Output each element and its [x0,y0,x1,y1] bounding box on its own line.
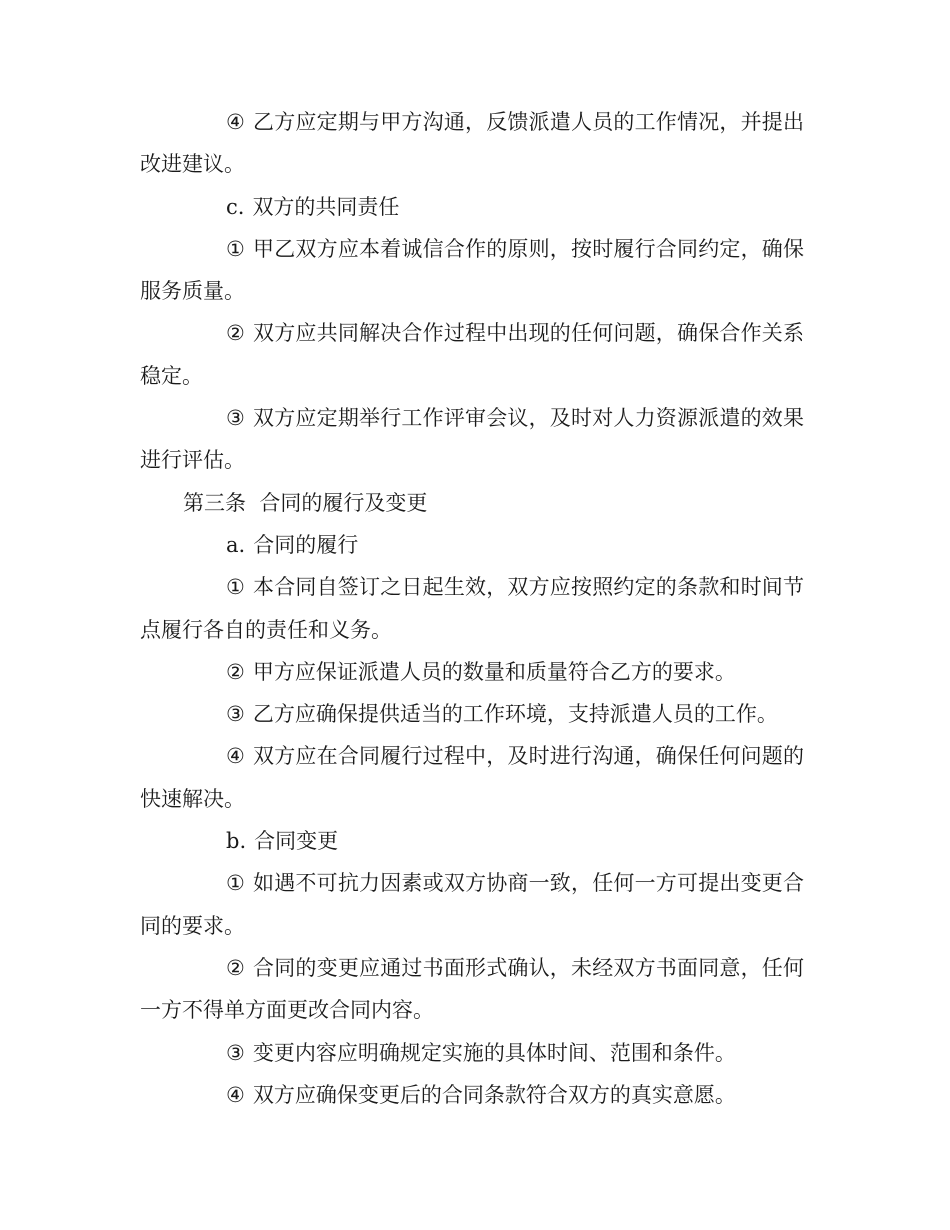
clause-3-a-item-1 [140,566,804,651]
item-marker: ③ [226,406,245,431]
item-marker: ④ [226,110,245,134]
clause-2-c-heading [140,186,804,228]
item-text: 合同变更 [254,829,339,854]
item-marker: ③ [226,1040,245,1065]
document-page [140,101,804,1116]
item-marker: b. [226,829,247,854]
item-text: 双方应在合同履行过程中，及时进行沟通，确保任何问题的快速解决。 [140,744,804,811]
item-text: 本合同自签订之日起生效，双方应按照约定的条款和时间节点履行各自的责任和义务。 [140,575,804,642]
item-marker: ② [226,659,245,684]
clause-2-c-item-3 [140,397,804,482]
item-text: 双方应定期举行工作评审会议，及时对人力资源派遣的效果进行评估。 [140,406,804,473]
item-marker: ① [226,871,245,896]
clause-2-b-item-4 [140,101,804,186]
clause-3-a-item-3 [140,693,804,735]
article-title: 第三条 合同的履行及变更 [183,490,428,515]
item-marker: ① [226,575,245,600]
clause-3-b-item-4 [140,1074,804,1116]
item-text: 双方的共同责任 [252,194,400,219]
item-marker: ② [226,955,245,980]
clause-2-c-item-2 [140,312,804,397]
item-text: 甲方应保证派遣人员的数量和质量符合乙方的要求。 [252,659,736,684]
item-marker: c. [226,194,245,219]
clause-2-c-item-1 [140,228,804,313]
item-text: 乙方应定期与甲方沟通，反馈派遣人员的工作情况，并提出改进建议。 [140,110,804,177]
item-marker: ② [226,321,245,346]
item-marker: a. [226,532,246,557]
clause-3-b-item-3 [140,1032,804,1074]
item-marker: ① [226,236,245,261]
item-text: 合同的变更应通过书面形式确认，未经双方书面同意，任何一方不得单方面更改合同内容。 [140,955,804,1023]
item-text: 甲乙双方应本着诚信合作的原则，按时履行合同约定，确保服务质量。 [140,236,804,304]
clause-3-a-item-2 [140,651,804,693]
item-text: 变更内容应明确规定实施的具体时间、范围和条件。 [252,1040,736,1065]
item-text: 双方应确保变更后的合同条款符合双方的真实意愿。 [252,1082,736,1107]
clause-3-a-heading [140,524,804,566]
item-text: 合同的履行 [253,532,359,557]
clause-3-b-item-2 [140,947,804,1032]
item-text: 乙方应确保提供适当的工作环境，支持派遣人员的工作。 [252,702,778,727]
clause-3-b-item-1 [140,862,804,947]
item-marker: ④ [226,1082,245,1107]
clause-3-a-item-4 [140,735,804,820]
item-marker: ③ [226,702,245,727]
item-text: 双方应共同解决合作过程中出现的任何问题，确保合作关系稳定。 [140,321,804,388]
item-marker: ④ [226,744,245,769]
item-text: 如遇不可抗力因素或双方协商一致，任何一方可提出变更合同的要求。 [140,871,804,938]
clause-3-b-heading [140,820,804,862]
article-3-heading [140,482,804,524]
